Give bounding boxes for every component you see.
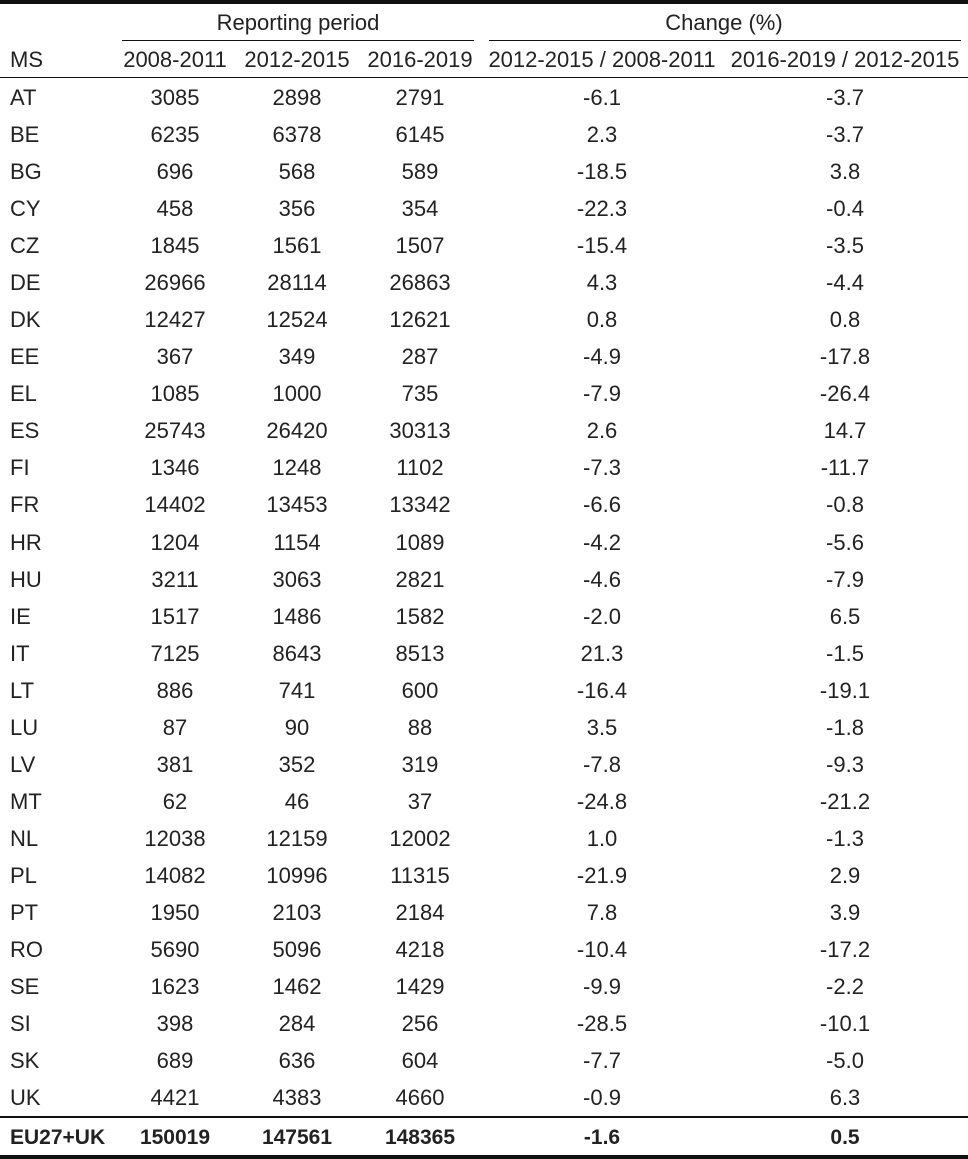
cell-ms: PL [10,862,37,888]
cell-2012-2015: 3063 [272,566,322,592]
header-rule [0,77,968,78]
cell-ms: AT [10,85,37,110]
cell-ms: DE [10,270,41,296]
cell-2016-2019: 4218 [395,936,445,962]
cell-change-2016-2019: -21.2 [819,788,871,814]
cell-change-2016-2019: -17.8 [819,344,871,370]
table-row [0,375,968,412]
cell-2016-2019: 600 [401,677,439,703]
cell-change-2016-2019: -1.8 [826,714,864,740]
total-rule [0,1116,968,1118]
table-row [0,746,968,783]
cell-change-2016-2019: 6.5 [829,603,861,629]
cell-change-2012-2015: -15.4 [576,233,628,259]
cell-change-2012-2015: -7.8 [583,751,621,777]
cell-change-2012-2015: 3.5 [586,714,618,740]
cell-change-2012-2015: -16.4 [576,677,628,703]
cell-change-2012-2015: -22.3 [576,196,628,222]
cell-change-2016-2019: -10.1 [819,1011,871,1036]
cell-2016-2019: 13342 [389,492,451,518]
cell-2016-2019: 735 [401,381,439,407]
table-row [0,931,968,968]
cell-change-2016-2019: -26.4 [819,381,871,407]
cell-ms: HU [10,566,42,592]
cell-change-2012-2015: -6.1 [583,85,621,110]
cell-2008-2011: 381 [156,751,194,777]
cell-2008-2011: 398 [156,1011,194,1036]
cell-2008-2011: 25743 [144,418,206,444]
cell-2012-2015: 28114 [267,270,327,296]
cell-2008-2011: 458 [156,196,194,222]
cell-ms: CZ [10,233,40,259]
table-row [0,524,968,561]
cell-change-2012-2015: -6.6 [583,492,621,518]
cell-2008-2011: 3211 [151,566,199,592]
cell-ms: SI [10,1011,31,1036]
cell-change-2012-2015: -4.6 [583,566,621,592]
cell-2008-2011: 1346 [150,455,200,481]
cell-change-2016-2019: 0.8 [829,307,861,333]
total-2008-2011: 150019 [139,1126,211,1149]
cell-2012-2015: 568 [278,159,316,185]
cell-ms: PT [10,899,39,925]
cell-change-2012-2015: -2.0 [583,603,621,629]
cell-change-2016-2019: 2.9 [829,862,861,888]
cell-change-2016-2019: -5.0 [826,1048,864,1073]
cell-2016-2019: 26863 [389,270,451,296]
table-row [0,116,968,153]
cell-2016-2019: 12621 [389,307,451,333]
cell-2016-2019: 1507 [395,233,445,259]
cell-2012-2015: 5096 [272,936,322,962]
cell-ms: BG [10,159,42,185]
cell-2008-2011: 1517 [150,603,200,629]
cell-2016-2019: 287 [401,344,439,370]
cell-2016-2019: 12002 [389,825,451,851]
cell-2012-2015: 2103 [272,899,322,925]
cell-ms: DK [10,307,41,333]
cell-2016-2019: 319 [401,751,439,777]
cell-change-2012-2015: -18.5 [576,159,628,185]
cell-change-2012-2015: 0.8 [586,307,618,333]
table-row [0,449,968,486]
total-row [0,1119,968,1156]
cell-2016-2019: 256 [401,1011,439,1036]
cell-ms: NL [10,825,39,851]
cell-2016-2019: 1102 [396,455,444,481]
column-header-ms: MS [10,47,43,72]
cell-ms: LU [10,714,39,740]
cell-ms: FR [10,492,40,518]
table-row [0,672,968,709]
cell-change-2012-2015: 1.0 [586,825,618,851]
cell-2012-2015: 13453 [266,492,328,518]
cell-change-2016-2019: 3.9 [829,899,861,925]
cell-2012-2015: 12524 [266,307,328,333]
cell-ms: RO [10,936,43,962]
cell-2008-2011: 1204 [150,529,200,555]
cell-ms: SK [10,1048,40,1073]
cell-change-2012-2015: -21.9 [576,862,628,888]
cell-ms: IT [10,640,30,666]
cell-ms: BE [10,122,40,147]
cell-2008-2011: 14082 [144,862,206,888]
cell-change-2012-2015: -7.9 [583,381,621,407]
column-header-change-2012-2015: 2012-2015 / 2008-2011 [488,47,716,72]
cell-2008-2011: 689 [156,1048,194,1073]
cell-2008-2011: 12427 [144,307,206,333]
cell-change-2016-2019: -9.3 [826,751,864,777]
cell-ms: EL [10,381,37,407]
cell-2008-2011: 1623 [150,974,200,999]
cell-2016-2019: 6145 [395,122,445,147]
cell-2016-2019: 1582 [395,603,445,629]
cell-change-2016-2019: 3.8 [829,159,861,185]
cell-2012-2015: 10996 [266,862,328,888]
cell-2016-2019: 1089 [395,529,445,555]
group-header-reporting-period: Reporting period [216,10,380,35]
cell-ms: UK [10,1085,41,1111]
cell-change-2012-2015: -28.5 [576,1011,628,1036]
cell-ms: EE [10,344,40,370]
cell-2012-2015: 352 [278,751,316,777]
cell-2012-2015: 741 [278,677,316,703]
cell-ms: HR [10,529,42,555]
cell-2008-2011: 367 [156,344,194,370]
cell-2008-2011: 886 [156,677,194,703]
table-row [0,561,968,598]
cell-2012-2015: 2898 [272,85,322,110]
table-row [0,783,968,820]
cell-change-2012-2015: -9.9 [583,974,621,999]
cell-2008-2011: 62 [162,788,188,814]
column-header-2008-2011: 2008-2011 [123,47,227,72]
cell-ms: CY [10,196,41,222]
cell-2008-2011: 1950 [150,899,200,925]
cell-2008-2011: 3085 [150,85,200,110]
cell-ms: SE [10,974,40,999]
cell-2016-2019: 11315 [390,862,450,888]
cell-2012-2015: 636 [278,1048,316,1073]
cell-2012-2015: 284 [278,1011,316,1036]
cell-2012-2015: 1154 [273,529,321,555]
cell-change-2012-2015: 2.6 [586,418,618,444]
cell-2008-2011: 1845 [150,233,200,259]
cell-change-2016-2019: 14.7 [823,418,867,444]
group-rule-reporting-period [122,40,474,41]
column-header-2012-2015: 2012-2015 [244,47,350,72]
cell-change-2012-2015: 2.3 [586,122,618,147]
total-2012-2015: 147561 [261,1126,333,1149]
cell-2012-2015: 1248 [272,455,322,481]
table-row [0,486,968,523]
cell-2008-2011: 696 [156,159,194,185]
cell-change-2016-2019: -3.5 [826,233,864,259]
cell-change-2016-2019: -3.7 [826,85,864,110]
cell-change-2016-2019: -4.4 [826,270,864,296]
cell-ms: IE [10,603,31,629]
cell-2012-2015: 1000 [272,381,322,407]
cell-ms: LV [10,751,36,777]
cell-2016-2019: 37 [407,788,433,814]
cell-2016-2019: 354 [401,196,439,222]
cell-2016-2019: 1429 [395,974,445,999]
table-row [0,968,968,1005]
cell-2012-2015: 1561 [272,233,322,259]
group-header-change: Change (%) [665,10,783,35]
cell-2008-2011: 26966 [144,270,206,296]
table-row [0,412,968,449]
cell-change-2012-2015: -24.8 [576,788,628,814]
cell-2012-2015: 26420 [266,418,328,444]
cell-2016-2019: 8513 [395,640,445,666]
cell-change-2012-2015: -4.9 [583,344,621,370]
total-change-2016-2019: 0.5 [830,1126,860,1149]
column-header-2016-2019: 2016-2019 [367,47,473,72]
cell-2016-2019: 589 [401,159,439,185]
cell-ms: LT [10,677,35,703]
cell-change-2012-2015: -7.7 [583,1048,621,1073]
cell-2008-2011: 4421 [150,1085,200,1111]
cell-2008-2011: 87 [162,714,188,740]
table-row [0,635,968,672]
cell-2012-2015: 8643 [272,640,322,666]
cell-change-2012-2015: -4.2 [583,529,621,555]
table-row [0,153,968,190]
table-row [0,79,968,116]
table-row [0,1005,968,1042]
cell-2012-2015: 349 [278,344,316,370]
cell-2016-2019: 2821 [395,566,445,592]
table-row [0,190,968,227]
table-row [0,857,968,894]
cell-change-2016-2019: -11.7 [820,455,870,481]
cell-2008-2011: 5690 [150,936,200,962]
cell-ms: FI [10,455,30,481]
cell-2008-2011: 12038 [144,825,206,851]
cell-2012-2015: 46 [284,788,310,814]
cell-2008-2011: 7125 [150,640,200,666]
cell-ms: ES [10,418,40,444]
cell-change-2012-2015: 7.8 [586,899,618,925]
cell-2016-2019: 2791 [395,85,445,110]
cell-change-2012-2015: 21.3 [580,640,624,666]
cell-change-2016-2019: -0.4 [826,196,864,222]
cell-2016-2019: 4660 [395,1085,445,1111]
table-row [0,301,968,338]
cell-change-2016-2019: -0.8 [826,492,864,518]
cell-2008-2011: 14402 [144,492,206,518]
cell-change-2012-2015: -7.3 [583,455,621,481]
table-row [0,338,968,375]
cell-change-2016-2019: -2.2 [826,974,864,999]
cell-change-2016-2019: -5.6 [826,529,864,555]
cell-2012-2015: 6378 [272,122,322,147]
table-top-rule [0,0,968,4]
table-row [0,820,968,857]
table-row [0,1042,968,1079]
total-2016-2019: 148365 [384,1126,456,1149]
table-row [0,264,968,301]
cell-change-2016-2019: -3.7 [826,122,864,147]
cell-change-2016-2019: -1.3 [826,825,864,851]
cell-ms: MT [10,788,42,814]
cell-2012-2015: 1462 [272,974,322,999]
cell-change-2012-2015: -10.4 [576,936,628,962]
table-row [0,1079,968,1116]
cell-change-2012-2015: 4.3 [586,270,618,296]
cell-2016-2019: 30313 [389,418,451,444]
cell-2012-2015: 90 [284,714,310,740]
cell-change-2016-2019: -7.9 [826,566,864,592]
table-row [0,227,968,264]
total-change-2012-2015: -1.6 [583,1126,621,1149]
cell-change-2016-2019: -19.1 [819,677,871,703]
table-row [0,598,968,635]
cell-change-2016-2019: -17.2 [819,936,871,962]
cell-change-2012-2015: -0.9 [583,1085,621,1111]
cell-2008-2011: 1085 [150,381,200,407]
table-row [0,709,968,746]
cell-2008-2011: 6235 [150,122,200,147]
cell-2012-2015: 356 [278,196,316,222]
group-rule-change [489,40,961,41]
cell-change-2016-2019: 6.3 [829,1085,861,1111]
cell-change-2016-2019: -1.5 [826,640,864,666]
cell-2016-2019: 604 [401,1048,439,1073]
cell-2012-2015: 1486 [272,603,322,629]
cell-2012-2015: 4383 [272,1085,322,1111]
total-ms: EU27+UK [10,1126,106,1149]
cell-2016-2019: 2184 [395,899,445,925]
column-header-change-2016-2019: 2016-2019 / 2012-2015 [730,47,960,72]
cell-2012-2015: 12159 [266,825,328,851]
table-bottom-rule [0,1155,968,1159]
table-row [0,894,968,931]
cell-2016-2019: 88 [407,714,433,740]
